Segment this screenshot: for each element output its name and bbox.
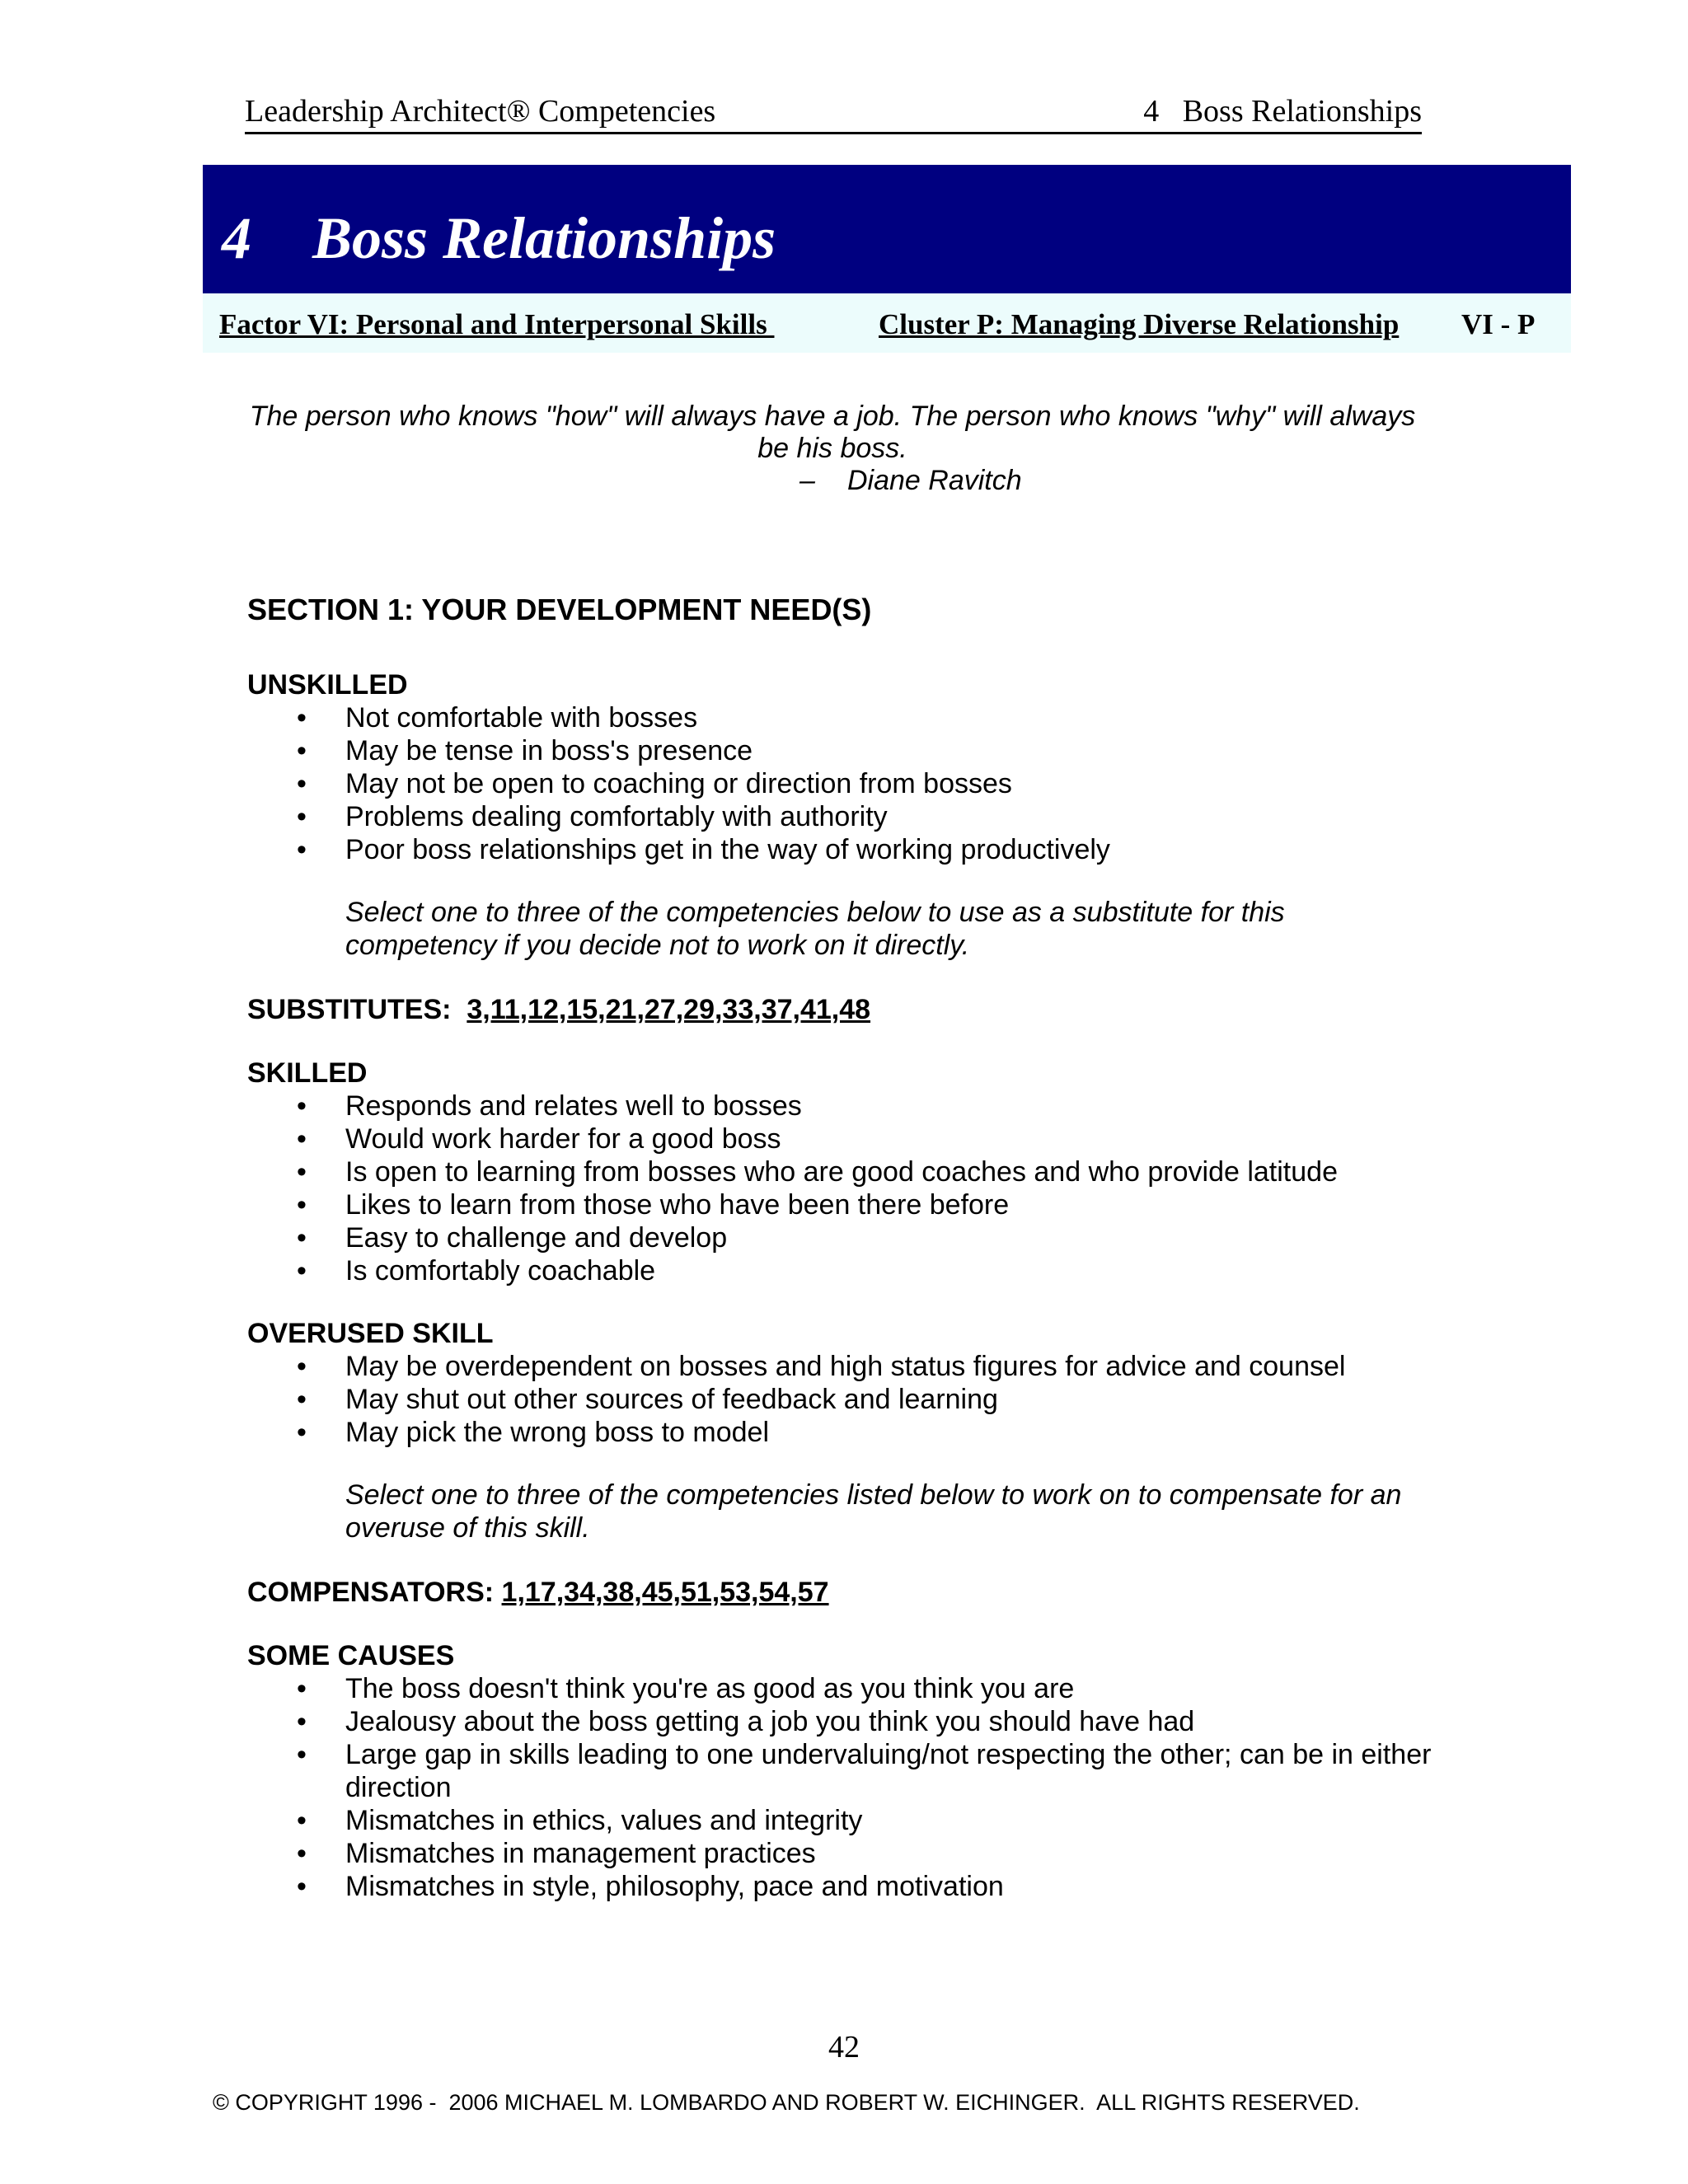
section-title: SECTION 1: YOUR DEVELOPMENT NEED(S) bbox=[247, 593, 872, 626]
list-item: • May be overdependent on bosses and high status figures for advice and counsel bbox=[247, 1350, 1434, 1383]
list-item: • Responds and relates well to bosses bbox=[247, 1090, 1434, 1122]
competency-title: Boss Relationships bbox=[312, 204, 776, 271]
list-item: • Is comfortably coachable bbox=[247, 1254, 1434, 1287]
quote-author: Diane Ravitch bbox=[847, 465, 1022, 496]
list-item: • Likes to learn from those who have been there before bbox=[247, 1188, 1434, 1221]
compensators-label: COMPENSATORS: bbox=[247, 1577, 495, 1608]
causes-list bbox=[247, 1672, 1434, 1903]
skilled-heading: SKILLED bbox=[247, 1057, 368, 1089]
substitutes-instruction: Select one to three of the competencies below to use as a substitute for this competency if you decide not to work on it directly. bbox=[345, 897, 1285, 961]
overused-list bbox=[247, 1350, 1434, 1449]
list-item: • Is open to learning from bosses who are good coaches and who provide latitude bbox=[247, 1155, 1434, 1188]
running-header bbox=[245, 96, 1422, 134]
compensators-line bbox=[247, 1576, 1434, 1609]
cluster-code: VI - P bbox=[1461, 308, 1536, 340]
quote bbox=[239, 401, 1426, 497]
list-item: • Not comfortable with bosses bbox=[247, 701, 1434, 734]
unskilled-list bbox=[247, 701, 1434, 866]
skilled-list bbox=[247, 1090, 1434, 1287]
factor-band bbox=[203, 293, 1571, 353]
quote-text: The person who knows "how" will always have a job. The person who knows "why" will always be his boss. bbox=[249, 401, 1416, 464]
header-right: 4 Boss Relationships bbox=[1143, 94, 1422, 129]
list-item: • Easy to challenge and develop bbox=[247, 1221, 1434, 1254]
list-item: • May shut out other sources of feedback and learning bbox=[247, 1383, 1434, 1416]
list-item: • Poor boss relationships get in the way of working productively bbox=[247, 833, 1434, 866]
list-item: • Problems dealing comfortably with authority bbox=[247, 800, 1434, 833]
list-item: • Would work harder for a good boss bbox=[247, 1122, 1434, 1155]
list-item: • The boss doesn't think you're as good as you think you are bbox=[247, 1672, 1434, 1705]
overused-heading: OVERUSED SKILL bbox=[247, 1318, 494, 1349]
factor-label: Factor VI: Personal and Interpersonal Skills bbox=[219, 308, 775, 340]
list-item: • Mismatches in ethics, values and integrity bbox=[247, 1804, 1434, 1837]
substitutes-line bbox=[247, 993, 1434, 1026]
quote-dash: – bbox=[799, 465, 815, 496]
unskilled-heading: UNSKILLED bbox=[247, 669, 408, 701]
substitutes-label: SUBSTITUTES: bbox=[247, 994, 452, 1025]
list-item: • Jealousy about the boss getting a job you think you should have had bbox=[247, 1705, 1434, 1738]
compensators-values: 1,17,34,38,45,51,53,54,57 bbox=[501, 1577, 829, 1608]
list-item: • May not be open to coaching or direction from bosses bbox=[247, 767, 1434, 800]
header-left: Leadership Architect® Competencies bbox=[245, 94, 716, 129]
title-band bbox=[203, 165, 1571, 293]
causes-heading: SOME CAUSES bbox=[247, 1640, 455, 1671]
compensators-instruction: Select one to three of the competencies listed below to work on to compensate for an overuse of this skill. bbox=[345, 1479, 1402, 1544]
competency-number: 4 bbox=[222, 204, 251, 271]
list-item: • May pick the wrong boss to model bbox=[247, 1416, 1434, 1449]
main-content bbox=[247, 593, 1434, 1933]
substitutes-values: 3,11,12,15,21,27,29,33,37,41,48 bbox=[467, 994, 871, 1025]
copyright-notice: © COPYRIGHT 1996 - 2006 MICHAEL M. LOMBARDO AND ROBERT W. EICHINGER. ALL RIGHTS RESERVED. bbox=[213, 2090, 1360, 2115]
list-item: • Mismatches in style, philosophy, pace and motivation bbox=[247, 1870, 1434, 1903]
list-item: • Mismatches in management practices bbox=[247, 1837, 1434, 1870]
page-number: 42 bbox=[828, 2030, 860, 2064]
quote-attribution bbox=[239, 465, 1426, 497]
list-item: • Large gap in skills leading to one undervaluing/not respecting the other; can be in either direction bbox=[247, 1738, 1434, 1804]
cluster-label: Cluster P: Managing Diverse Relationship bbox=[879, 308, 1400, 340]
list-item: • May be tense in boss's presence bbox=[247, 734, 1434, 767]
